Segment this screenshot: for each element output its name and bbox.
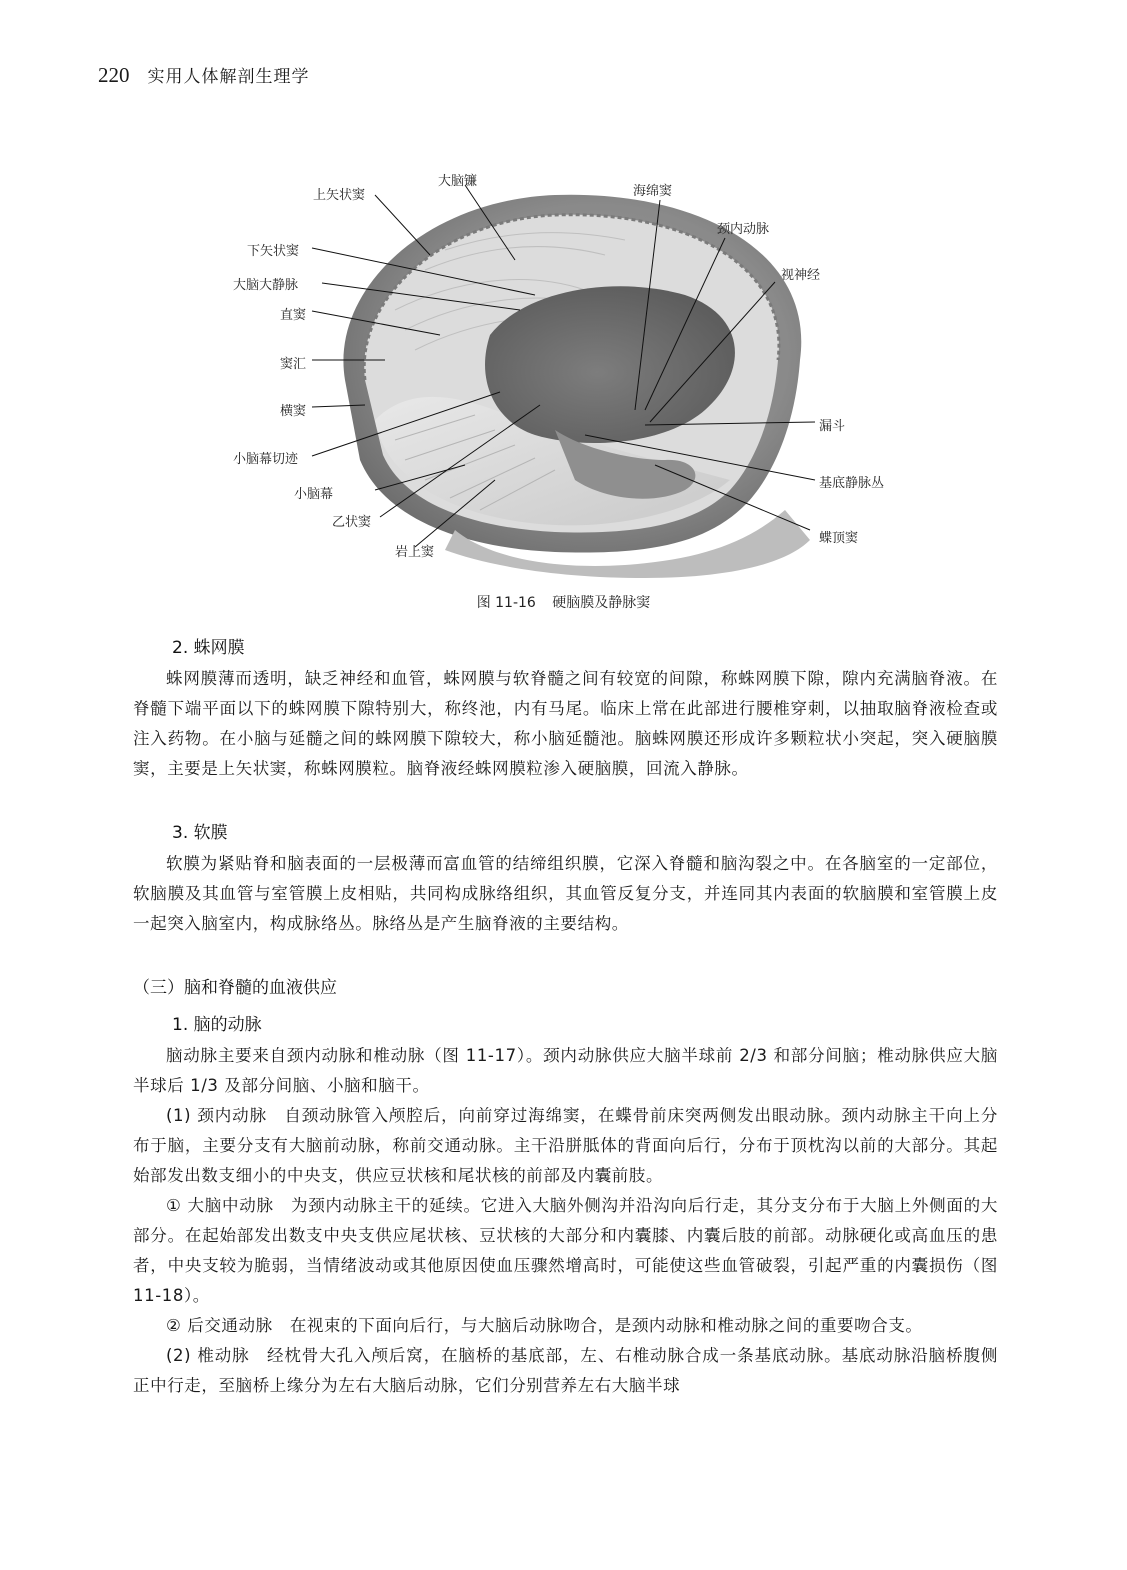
label-superior-sagittal-sinus: 上矢状窦 xyxy=(313,188,366,203)
running-head xyxy=(98,62,310,92)
heading-blood-supply: （三）脑和脊髓的血液供应 xyxy=(133,978,337,998)
arteries-p4: ② 后交通动脉 在视束的下面向后行，与大脑后动脉吻合，是颈内动脉和椎动脉之间的重要吻合支。 xyxy=(166,1316,923,1335)
label-tentorial-notch: 小脑幕切迹 xyxy=(233,452,299,467)
label-transverse-sinus: 横窦 xyxy=(280,404,307,419)
paragraph-block-arteries xyxy=(133,1041,998,1401)
label-inferior-sagittal-sinus: 下矢状窦 xyxy=(247,244,300,259)
label-superior-petrosal-sinus: 岩上窦 xyxy=(395,545,435,560)
label-straight-sinus: 直窦 xyxy=(280,308,307,323)
label-sigmoid-sinus: 乙状窦 xyxy=(332,515,372,530)
label-basilar-plexus: 基底静脉丛 xyxy=(819,476,885,491)
caption-number: 图 11-16 xyxy=(476,595,536,611)
arteries-p5: (2) 椎动脉 经枕骨大孔入颅后窝，在脑桥的基底部，左、右椎动脉合成一条基底动脉。基底动脉沿脑桥腹侧正中行走，至脑桥上缘分为左右大脑后动脉，它们分别营养左右大脑半球 xyxy=(133,1346,998,1395)
heading-arachnoid: 2. 蛛网膜 xyxy=(172,638,245,658)
label-infundibulum: 漏斗 xyxy=(819,419,846,434)
label-sphenoparietal-sinus: 蝶顶窦 xyxy=(819,531,859,546)
heading-pia: 3. 软膜 xyxy=(172,823,228,843)
arteries-p3: ① 大脑中动脉 为颈内动脉主干的延续。它进入大脑外侧沟并沿沟向后行走，其分支分布于大脑上外侧面的大部分。在起始部发出数支中央支供应尾状核、豆状核的大部分和内囊膝、内囊后肢的前部。动脉硬化或高血压的患者，中央支较为脆弱，当情绪波动或其他原因使血压骤然增高时，可能使这些血管破裂，引起严重的内囊损伤（图 11-18）。 xyxy=(133,1196,998,1305)
arachnoid-text: 蛛网膜薄而透明，缺乏神经和血管，蛛网膜与软脊髓之间有较宽的间隙，称蛛网膜下隙，隙内充满脑脊液。在脊髓下端平面以下的蛛网膜下隙特别大，称终池，内有马尾。临床上常在此部进行腰椎穿刺，以抽取脑脊液检查或注入药物。在小脑与延髓之间的蛛网膜下隙较大，称小脑延髓池。脑蛛网膜还形成许多颗粒状小突起，突入硬脑膜窦，主要是上矢状窦，称蛛网膜粒。脑脊液经蛛网膜粒渗入硬脑膜，回流入静脉。 xyxy=(133,669,998,778)
label-confluence-of-sinuses: 窦汇 xyxy=(280,357,307,372)
label-falx-cerebri: 大脑镰 xyxy=(438,174,478,189)
figure-caption xyxy=(0,592,1127,612)
label-optic-nerve: 视神经 xyxy=(781,268,821,283)
label-great-cerebral-vein: 大脑大静脉 xyxy=(233,278,299,293)
pia-text: 软膜为紧贴脊和脑表面的一层极薄而富血管的结缔组织膜，它深入脊髓和脑沟裂之中。在各脑室的一定部位，软脑膜及其血管与室管膜上皮相贴，共同构成脉络组织，其血管反复分支，并连同其内表面的软脑膜和室管膜上皮一起突入脑室内，构成脉络丛。脉络丛是产生脑脊液的主要结构。 xyxy=(133,854,998,933)
arteries-p1: 脑动脉主要来自颈内动脉和椎动脉（图 11-17）。颈内动脉供应大脑半球前 2/3 和部分间脑；椎动脉供应大脑半球后 1/3 及部分间脑、小脑和脑干。 xyxy=(133,1046,998,1095)
page-number: 220 xyxy=(98,63,130,87)
label-internal-carotid: 颈内动脉 xyxy=(717,222,770,237)
arteries-p2: (1) 颈内动脉 自颈动脉管入颅腔后，向前穿过海绵窦，在蝶骨前床突两侧发出眼动脉。颈内动脉主干向上分布于脑，主要分支有大脑前动脉，称前交通动脉。主干沿胼胝体的背面向后行，分布于顶枕沟以前的大部分。其起始部发出数支细小的中央支，供应豆状核和尾状核的前部及内囊前肢。 xyxy=(133,1106,998,1185)
caption-title: 硬脑膜及静脉窦 xyxy=(552,595,651,611)
dura-mater-figure xyxy=(225,160,905,580)
paragraph-pia xyxy=(133,849,998,939)
dura-mater-illustration xyxy=(225,160,905,580)
paragraph-arachnoid xyxy=(133,664,998,784)
label-tentorium-cerebelli: 小脑幕 xyxy=(294,487,334,502)
book-title: 实用人体解剖生理学 xyxy=(147,67,310,87)
heading-cerebral-arteries: 1. 脑的动脉 xyxy=(172,1015,262,1035)
label-cavernous-sinus: 海绵窦 xyxy=(633,184,673,199)
